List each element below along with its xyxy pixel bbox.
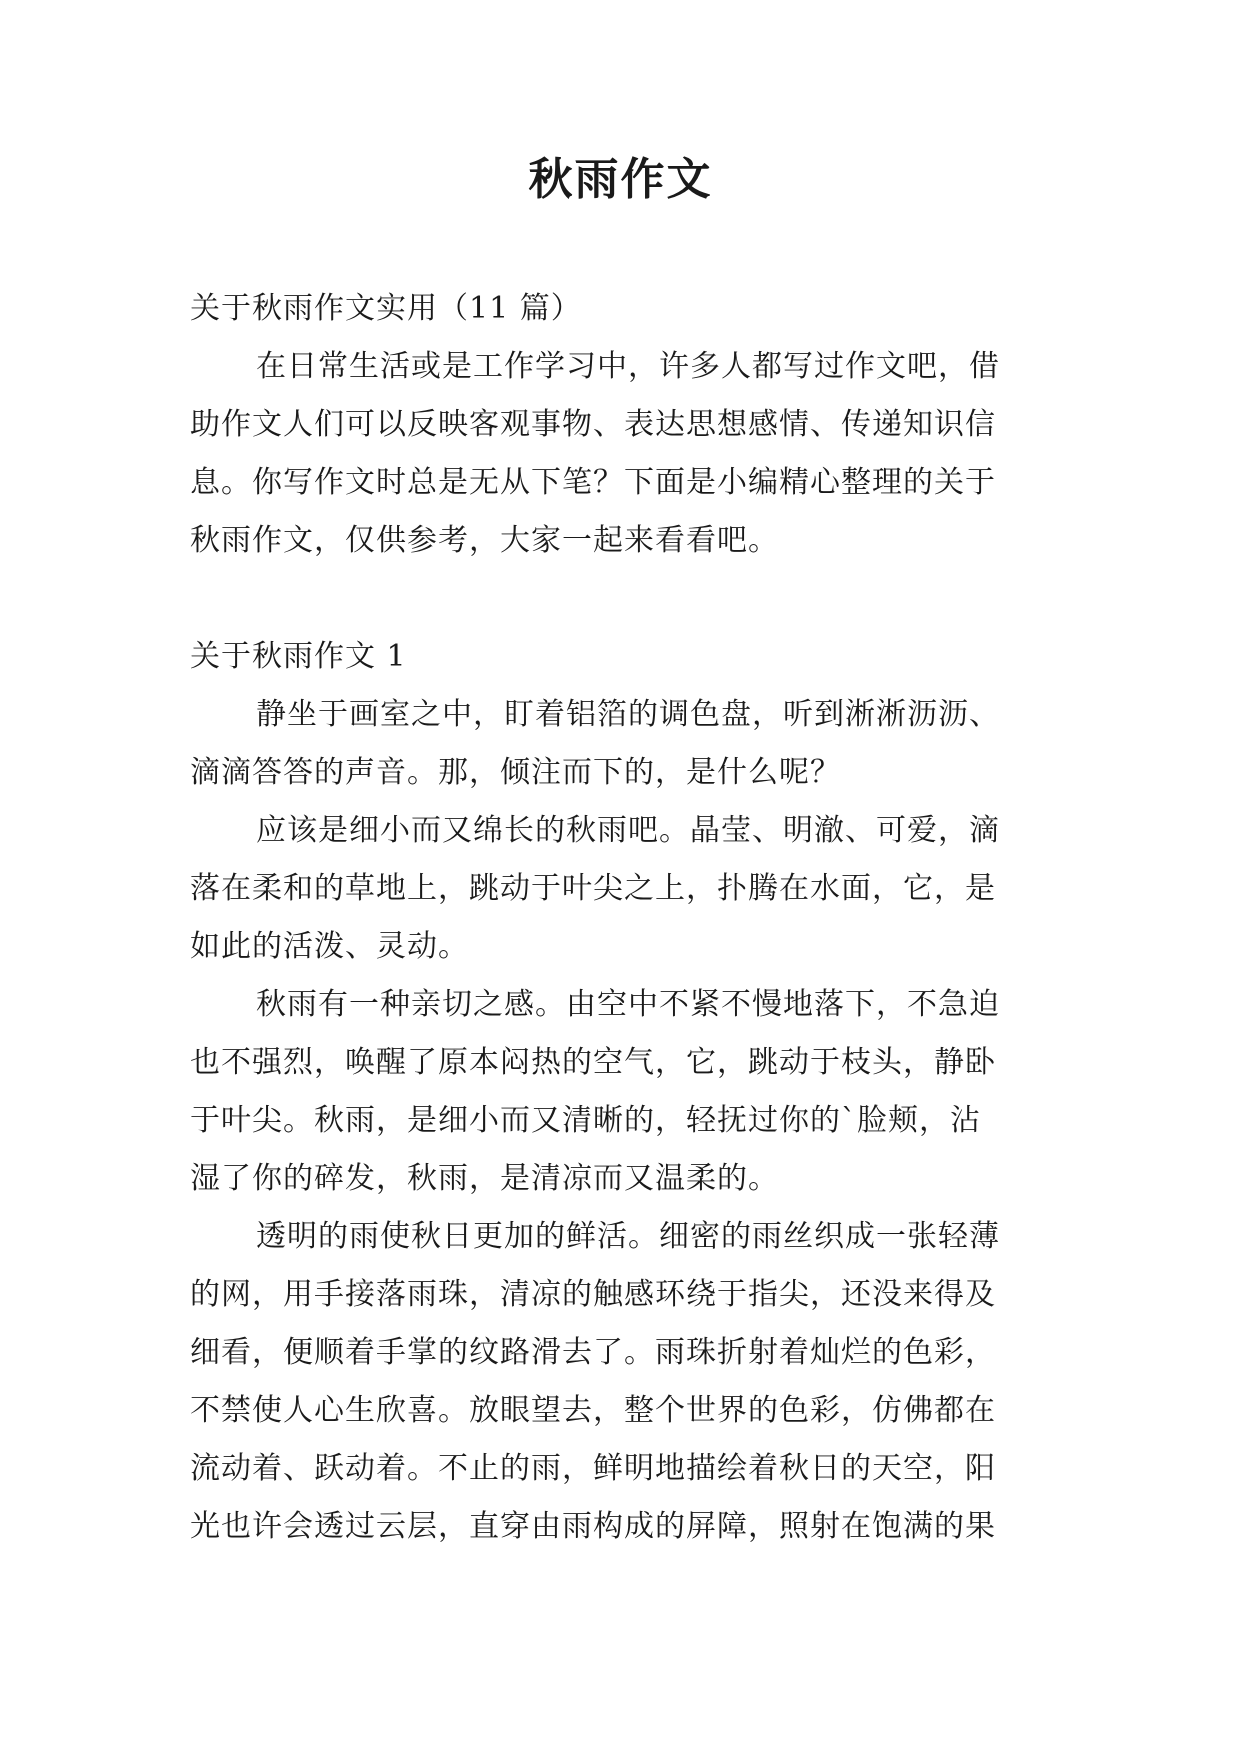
section-heading: 关于秋雨作文 1	[190, 639, 407, 674]
subtitle: 关于秋雨作文实用（11 篇）	[190, 291, 582, 326]
intro-line: 息。你写作文时总是无从下笔？下面是小编精心整理的关于	[190, 465, 996, 500]
document-title: 秋雨作文	[528, 154, 713, 205]
paragraph-line: 不禁使人心生欣喜。放眼望去，整个世界的色彩，仿佛都在	[190, 1393, 996, 1428]
paragraph-line: 静坐于画室之中，盯着铝箔的调色盘，听到淅淅沥沥、	[256, 697, 1000, 732]
paragraph-line: 应该是细小而又绵长的秋雨吧。晶莹、明澈、可爱，滴	[256, 813, 1000, 848]
paragraph-line: 如此的活泼、灵动。	[190, 929, 469, 964]
paragraph-line: 湿了你的碎发，秋雨，是清凉而又温柔的。	[190, 1161, 779, 1196]
paragraph-line: 透明的雨使秋日更加的鲜活。细密的雨丝织成一张轻薄	[256, 1219, 1000, 1254]
paragraph-line: 也不强烈，唤醒了原本闷热的空气，它，跳动于枝头，静卧	[190, 1045, 996, 1080]
paragraph-line: 落在柔和的草地上，跳动于叶尖之上，扑腾在水面，它，是	[190, 871, 996, 906]
intro-line: 助作文人们可以反映客观事物、表达思想感情、传递知识信	[190, 407, 996, 442]
paragraph-line: 的网，用手接落雨珠，清凉的触感环绕于指尖，还没来得及	[190, 1277, 996, 1312]
paragraph-line: 滴滴答答的声音。那，倾注而下的，是什么呢？	[190, 755, 841, 790]
spacer	[190, 570, 1060, 628]
document-body	[190, 280, 1060, 1556]
paragraph-line: 流动着、跃动着。不止的雨，鲜明地描绘着秋日的天空，阳	[190, 1451, 996, 1486]
intro-line: 秋雨作文，仅供参考，大家一起来看看吧。	[190, 523, 779, 558]
paragraph-line: 光也许会透过云层，直穿由雨构成的屏障，照射在饱满的果	[190, 1509, 996, 1544]
intro-line: 在日常生活或是工作学习中，许多人都写过作文吧，借	[256, 349, 1000, 384]
paragraph-line: 于叶尖。秋雨，是细小而又清晰的，轻抚过你的`脸颊，沾	[190, 1103, 981, 1138]
paragraph-line: 细看，便顺着手掌的纹路滑去了。雨珠折射着灿烂的色彩，	[190, 1335, 996, 1370]
paragraph-line: 秋雨有一种亲切之感。由空中不紧不慢地落下，不急迫	[256, 987, 1000, 1022]
